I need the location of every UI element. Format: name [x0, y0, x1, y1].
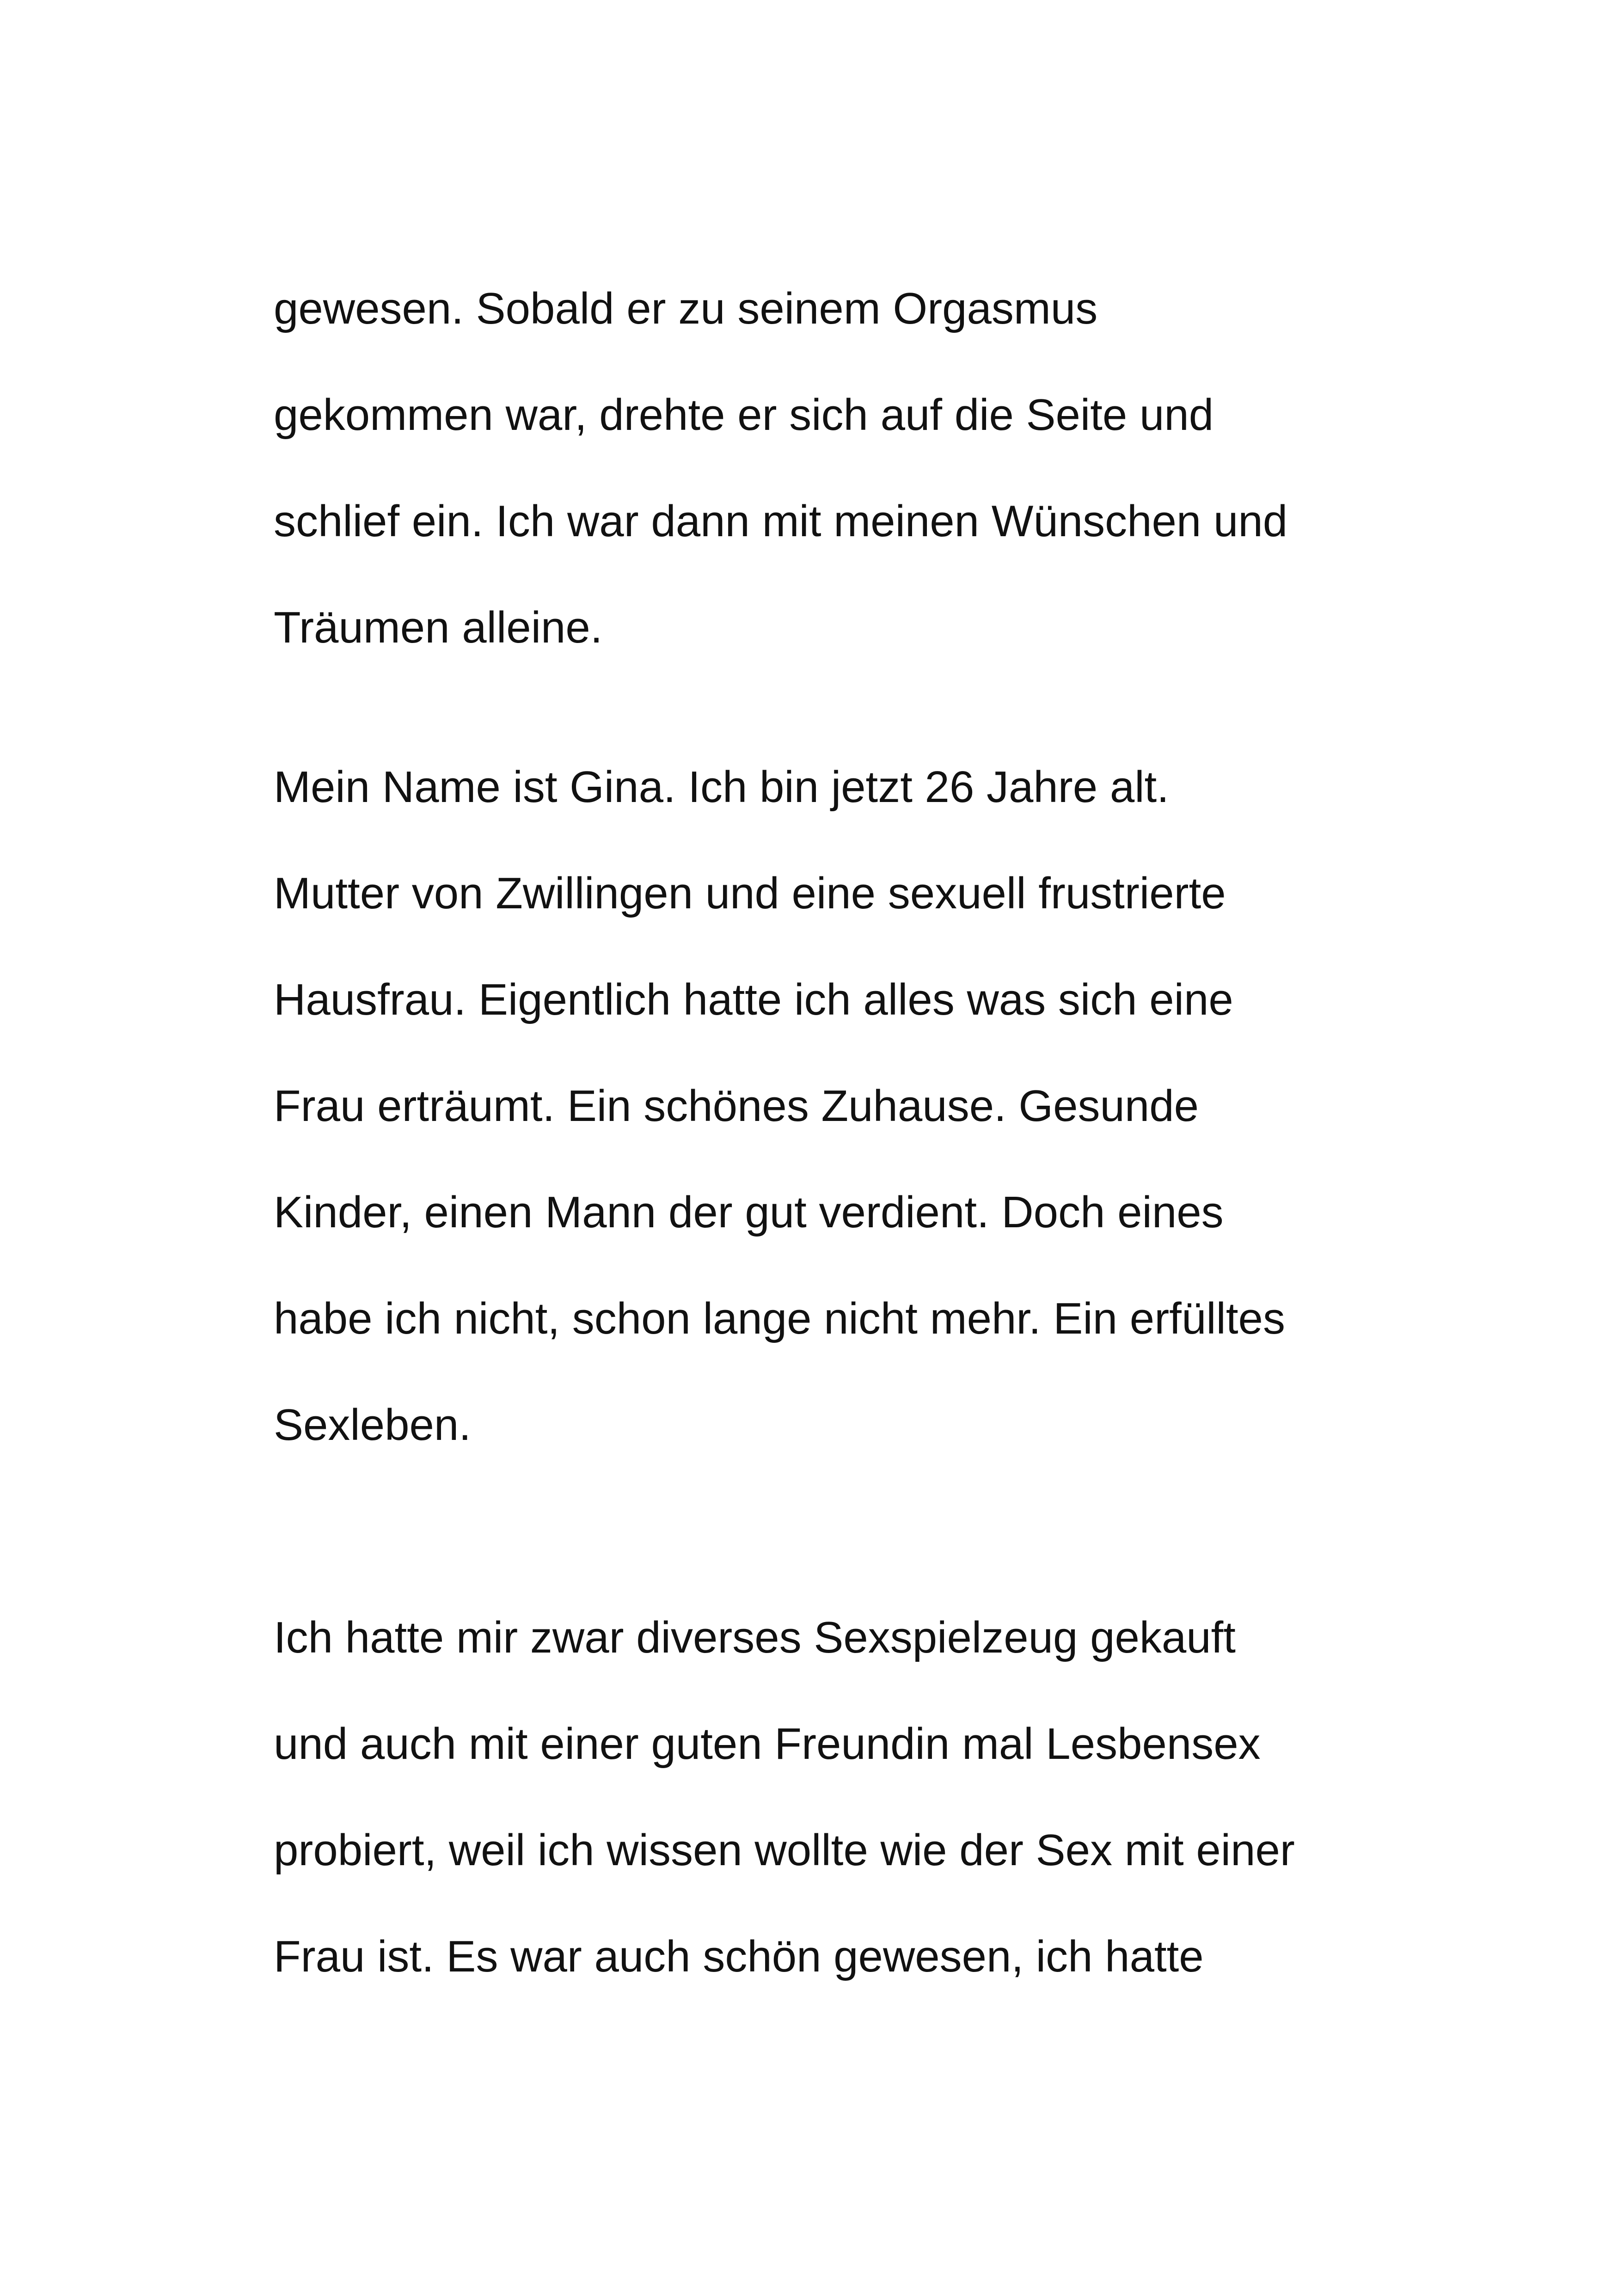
text-line: Ich hatte mir zwar diverses Sexspielzeug gekauft [274, 1613, 1236, 1662]
text-line: Frau ist. Es war auch schön gewesen, ich hatte [274, 1932, 1204, 1981]
text-line: habe ich nicht, schon lange nicht mehr. Ein erfülltes [274, 1294, 1285, 1343]
text-line: Kinder, einen Mann der gut verdient. Doch eines [274, 1188, 1224, 1237]
text-line: Träumen alleine. [274, 603, 603, 652]
text-line: probiert, weil ich wissen wollte wie der Sex mit einer [274, 1825, 1295, 1875]
text-line: Frau erträumt. Ein schönes Zuhause. Gesunde [274, 1081, 1199, 1131]
text-line: Hausfrau. Eigentlich hatte ich alles was sich eine [274, 975, 1233, 1024]
text-line: schlief ein. Ich war dann mit meinen Wünschen und [274, 496, 1288, 546]
text-line: Mutter von Zwillingen und eine sexuell frustrierte [274, 869, 1226, 918]
text-line: gewesen. Sobald er zu seinem Orgasmus [274, 284, 1098, 333]
text-line: Sexleben. [274, 1400, 471, 1450]
text-line: und auch mit einer guten Freundin mal Lesbensex [274, 1719, 1261, 1769]
text-line: gekommen war, drehte er sich auf die Seite und [274, 390, 1214, 440]
text-line: Mein Name ist Gina. Ich bin jetzt 26 Jahre alt. [274, 762, 1169, 812]
